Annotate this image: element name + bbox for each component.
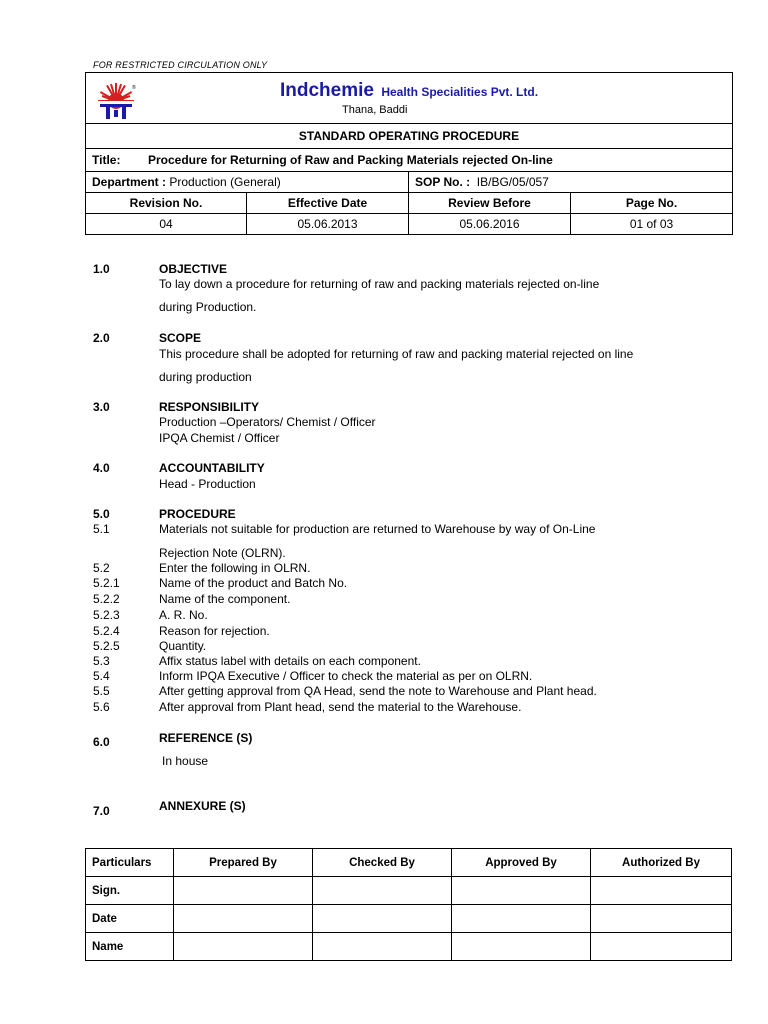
approved-by-date (452, 905, 591, 933)
name-row-label: Name (86, 933, 174, 961)
step-number: 5.6 (93, 700, 110, 714)
section-number: 2.0 (93, 331, 110, 345)
step-number: 5.1 (93, 522, 110, 536)
page-no-header: Page No. (571, 193, 733, 214)
date-row-label: Date (86, 905, 174, 933)
particulars-header: Particulars (86, 849, 174, 877)
step-text: A. R. No. (159, 608, 208, 622)
step-number: 5.2.5 (93, 639, 120, 653)
review-before-value: 05.06.2016 (409, 214, 571, 235)
prepared-by-sign (174, 877, 313, 905)
signature-table (85, 848, 732, 961)
step-text: Rejection Note (OLRN). (159, 546, 286, 560)
sop-number-cell (409, 172, 733, 193)
step-number: 5.2.1 (93, 576, 120, 590)
step-text: Reason for rejection. (159, 624, 270, 638)
authorized-by-date (591, 905, 732, 933)
authorized-by-sign (591, 877, 732, 905)
sop-value: IB/BG/05/057 (476, 175, 549, 189)
title-row (86, 149, 733, 172)
review-before-header: Review Before (409, 193, 571, 214)
step-number: 5.3 (93, 654, 110, 668)
objective-text-line2: during Production. (159, 300, 257, 314)
revision-value: 04 (86, 214, 247, 235)
authorized-by-name (591, 933, 732, 961)
company-logo (96, 81, 136, 123)
company-name: Indchemie (280, 80, 374, 101)
section-number: 5.0 (93, 507, 110, 521)
section-heading: RESPONSIBILITY (159, 400, 260, 414)
step-text: After getting approval from QA Head, send the note to Warehouse and Plant head. (159, 684, 597, 698)
prepared-by-date (174, 905, 313, 933)
title-label: Title: (92, 153, 121, 167)
checked-by-name (313, 933, 452, 961)
checked-by-sign (313, 877, 452, 905)
department-value: Production (General) (169, 175, 281, 189)
checked-by-header: Checked By (313, 849, 452, 877)
prepared-by-name (174, 933, 313, 961)
approved-by-name (452, 933, 591, 961)
sop-label: SOP No. : (415, 175, 471, 189)
step-text: Name of the product and Batch No. (159, 576, 348, 590)
sop-header-table (85, 72, 733, 235)
page-no-value: 01 of 03 (571, 214, 733, 235)
company-location: Thana, Baddi (342, 104, 408, 116)
responsibility-line2: IPQA Chemist / Officer (159, 431, 280, 445)
step-text: Inform IPQA Executive / Officer to check the material as per on OLRN. (159, 669, 533, 683)
section-number: 3.0 (93, 400, 110, 414)
section-heading: ACCOUNTABILITY (159, 461, 265, 475)
objective-text-line1: To lay down a procedure for returning of raw and packing materials rejected on-line (159, 277, 600, 291)
prepared-by-header: Prepared By (174, 849, 313, 877)
effective-date-header: Effective Date (247, 193, 409, 214)
step-number: 5.2 (93, 561, 110, 575)
revision-header: Revision No. (86, 193, 247, 214)
step-text: Quantity. (159, 639, 207, 653)
step-number: 5.5 (93, 684, 110, 698)
sign-row-label: Sign. (86, 877, 174, 905)
section-heading: ANNEXURE (S) (159, 799, 246, 813)
step-text: After approval from Plant head, send the material to the Warehouse. (159, 700, 522, 714)
section-number: 4.0 (93, 461, 110, 475)
step-text: Enter the following in OLRN. (159, 561, 311, 575)
responsibility-line1: Production –Operators/ Chemist / Officer (159, 415, 376, 429)
department-cell (86, 172, 409, 193)
approved-by-header: Approved By (452, 849, 591, 877)
authorized-by-header: Authorized By (591, 849, 732, 877)
approved-by-sign (452, 877, 591, 905)
section-heading: OBJECTIVE (159, 262, 228, 276)
section-heading: REFERENCE (S) (159, 731, 253, 745)
reference-text: In house (162, 754, 209, 768)
section-heading: PROCEDURE (159, 507, 236, 521)
section-number: 6.0 (93, 735, 110, 749)
section-number: 7.0 (93, 804, 110, 818)
scope-text-line2: during production (159, 370, 252, 384)
company-header (86, 73, 733, 124)
step-number: 5.2.4 (93, 624, 120, 638)
step-number: 5.4 (93, 669, 110, 683)
company-subtitle: Health Specialities Pvt. Ltd. (381, 85, 539, 99)
step-number: 5.2.3 (93, 608, 120, 622)
checked-by-date (313, 905, 452, 933)
accountability-line1: Head - Production (159, 477, 256, 491)
effective-date-value: 05.06.2013 (247, 214, 409, 235)
title-value: Procedure for Returning of Raw and Packing Materials rejected On-line (148, 153, 553, 167)
document-title: STANDARD OPERATING PROCEDURE (86, 124, 733, 149)
step-text: Name of the component. (159, 592, 291, 606)
svg-text:®: ® (132, 85, 136, 91)
department-label: Department : (92, 175, 167, 189)
step-text: Materials not suitable for production are returned to Warehouse by way of On-Line (159, 522, 596, 536)
section-heading: SCOPE (159, 331, 202, 345)
scope-text-line1: This procedure shall be adopted for returning of raw and packing material rejected on line (159, 347, 634, 361)
restricted-notice: FOR RESTRICTED CIRCULATION ONLY (93, 60, 268, 70)
step-number: 5.2.2 (93, 592, 120, 606)
step-text: Affix status label with details on each component. (159, 654, 421, 668)
section-number: 1.0 (93, 262, 110, 276)
